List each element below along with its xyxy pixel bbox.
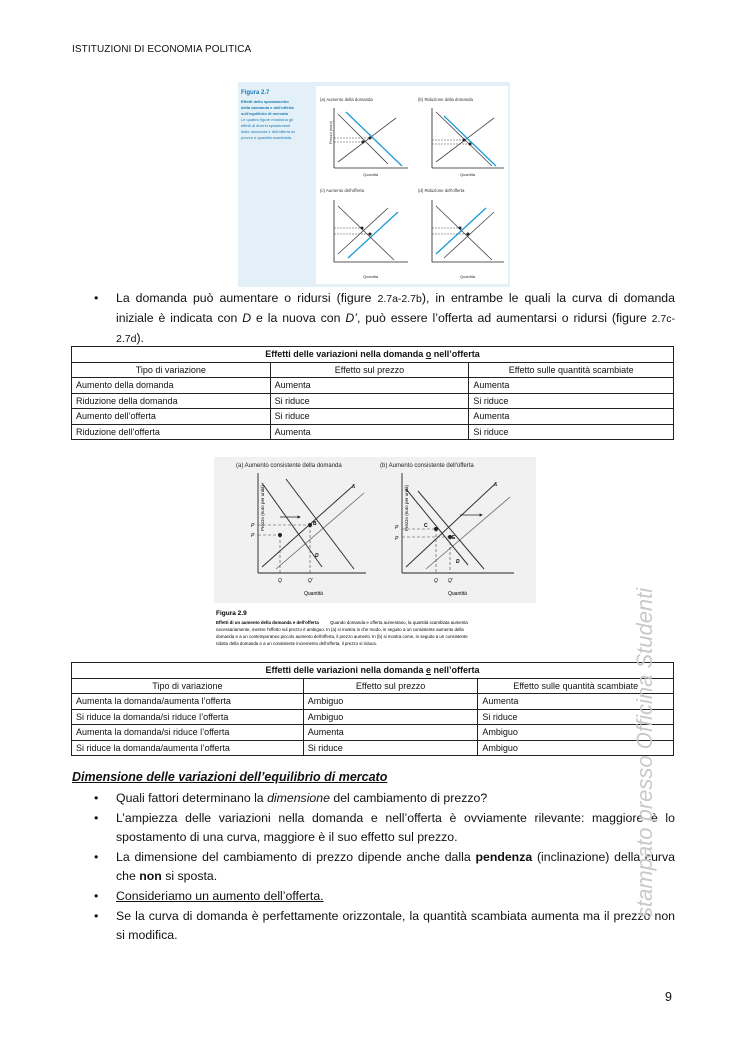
svg-text:C: C [424, 523, 428, 529]
panel-label: (d) Riduzione dell'offerta [418, 188, 465, 193]
axis-x-label: Quantità [363, 274, 379, 279]
column-header: Effetto sulle quantità scambiate [478, 678, 674, 694]
axis-y-label: Prezzo (euro per unità) [260, 484, 265, 531]
table-row: Aumento della domanda Aumenta Aumenta [72, 378, 674, 394]
page-number: 9 [665, 990, 672, 1004]
fig2-caption-line: Quando domanda e offerta aumentano, la quantità scambiata aumenta [330, 620, 468, 625]
bullet-icon: • [94, 889, 99, 903]
list-item: • La domanda può aumentare o ridursi (figure 2.7a-2.7b), in entrambe le quali la curva di domanda iniziale è indicata con D e la nuova con D’, può essere l’offerta ad aumentarsi o ridursi (figure 2.7c-2.7d). [94, 291, 675, 345]
table-row: Riduzione della domanda Si riduce Si riduce [72, 393, 674, 409]
figure-2-7 [238, 82, 510, 287]
fig2-title: Figura 2.9 [216, 610, 247, 617]
fig1-title: Figura 2.7 [241, 90, 270, 96]
svg-text:S: S [494, 482, 498, 488]
svg-text:P: P [395, 525, 399, 531]
svg-text:Q: Q [434, 578, 438, 584]
fig2-caption-line: necessariamente, mentre l'effetto sul prezzo è ambiguo. In (a) si mostra in che modo, in seguito a un consistente aumento della [216, 627, 464, 632]
fig1-caption-line: sull'equilibrio di mercato [241, 111, 289, 116]
fig1-caption-line: effetti di diversi spostamenti [241, 123, 291, 128]
axis-x-label: Quantità [448, 591, 467, 597]
panel-label: (b) Aumento consistente dell'offerta [380, 463, 474, 469]
table-caption: Effetti delle variazioni nella domanda o nell’offerta [72, 347, 674, 363]
bullet-icon: • [94, 909, 99, 923]
table-row: Si riduce la domanda/aumenta l’offerta Si riduce Ambiguo [72, 740, 674, 756]
effects-table-2 [71, 662, 674, 756]
table-row: Aumenta la domanda/aumenta l’offerta Ambiguo Aumenta [72, 694, 674, 710]
svg-text:B: B [313, 521, 317, 527]
fig1-caption-line: Effetti dello spostamento [241, 99, 289, 104]
table-row: Riduzione dell’offerta Aumenta Si riduce [72, 424, 674, 440]
figure-2-9 [214, 457, 536, 657]
running-header: ISTITUZIONI DI ECONOMIA POLITICA [72, 44, 252, 55]
fig2-caption-line: domanda e a un contemporaneo piccolo aumento dell'offerta, il prezzo aumenti. In (b) si mostra come, in seguito a un consistente [216, 634, 468, 639]
fig2-caption-line: ridotto della domanda e a un consistente incremento dell'offerta, il prezzo si riduca. [216, 641, 377, 646]
bullet-list-1 [72, 289, 675, 350]
svg-text:P: P [395, 536, 399, 542]
svg-text:S: S [352, 484, 356, 490]
table-row: Aumento dell’offerta Si riduce Aumenta [72, 409, 674, 425]
list-item: • Consideriamo un aumento dell’offerta. [72, 887, 675, 906]
panel-label: (a) Aumento consistente della domanda [236, 463, 342, 469]
watermark [630, 540, 660, 920]
svg-text:Q': Q' [448, 578, 453, 584]
svg-text:Q': Q' [308, 578, 313, 584]
fig1-caption-line: della domanda e dell'offerta su [241, 129, 296, 134]
table-header-row [72, 678, 674, 694]
axis-y-label: Prezzo (euro per unità) [404, 484, 409, 531]
list-item: • Se la curva di domanda è perfettamente orizzontale, la quantità scambiata aumenta ma il prezzo non si modifica. [94, 909, 675, 942]
axis-x-label: Quantità [304, 591, 323, 597]
fig1-caption-line: prezzo e quantità scambiata. [241, 135, 293, 140]
fig1-caption-line: Le quattro figure mostrano gli [241, 117, 294, 122]
section-heading: Dimensione delle variazioni dell’equilibrio di mercato [72, 770, 388, 784]
fig2-caption-bold: Effetti di un aumento della domanda e dell'offerta [216, 620, 319, 625]
svg-text:P: P [251, 523, 255, 529]
table-row: Si riduce la domanda/si riduce l’offerta Ambiguo Si riduce [72, 709, 674, 725]
bullet-icon: • [94, 811, 99, 825]
panel-label: (b) Riduzione della domanda [418, 97, 473, 102]
panel-label: (a) Aumento della domanda [320, 97, 373, 102]
list-item: • Quali fattori determinano la dimensione del cambiamento di prezzo? [72, 789, 675, 808]
table-header-row [72, 362, 674, 378]
svg-text:Q: Q [278, 578, 282, 584]
column-header: Tipo di variazione [72, 362, 271, 378]
axis-x-label: Quantità [460, 172, 476, 177]
table-caption: Effetti delle variazioni nella domanda e nell’offerta [72, 663, 674, 679]
bullet-icon: • [94, 791, 99, 805]
fig1-caption-line: della domanda e dell'offerta [241, 105, 294, 110]
axis-y-label: Prezzo (euro) [329, 120, 333, 144]
axis-x-label: Quantità [460, 274, 476, 279]
list-item: • La dimensione del cambiamento di prezzo dipende anche dalla pendenza (inclinazione) della curva che non si sposta. [94, 850, 675, 883]
column-header: Effetto sul prezzo [270, 362, 469, 378]
bullet-icon: • [94, 291, 99, 305]
bullet-icon: • [94, 850, 99, 864]
column-header: Tipo di variazione [72, 678, 304, 694]
column-header: Effetto sul prezzo [303, 678, 478, 694]
table-row: Aumenta la domanda/si riduce l’offerta Aumenta Ambiguo [72, 725, 674, 741]
effects-table-1 [71, 346, 674, 440]
svg-text:D: D [456, 559, 460, 565]
column-header: Effetto sulle quantità scambiate [469, 362, 674, 378]
panel-label: (c) Aumento dell'offerta [320, 188, 364, 193]
svg-text:stampato presso Officina Stude: stampato presso Officina Studenti [632, 587, 657, 918]
list-item: • L’ampiezza delle variazioni nella domanda e nell’offerta è ovviamente rilevante: maggiore è lo spostamento di una curva, maggiore è il suo effetto sul prezzo. [94, 811, 675, 844]
bullet-list-2 [72, 789, 675, 946]
svg-text:P: P [251, 533, 255, 539]
svg-text:E: E [452, 535, 456, 541]
axis-x-label: Quantità [363, 172, 379, 177]
svg-text:D: D [315, 553, 319, 559]
